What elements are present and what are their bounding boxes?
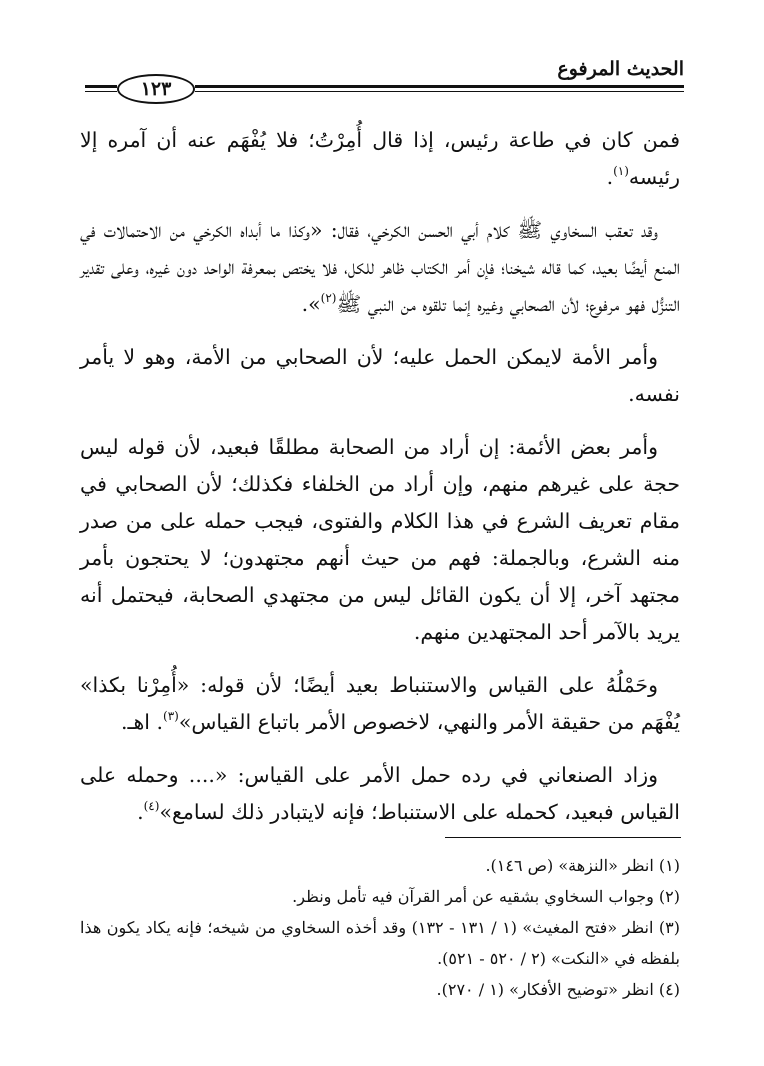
header-rule-left-top: [85, 85, 117, 88]
paragraph: فمن كان في طاعة رئيس، إذا قال أُمِرْتُ؛ فلا يُفْهَم عنه أن آمره إلا رئيسه$^{(١)}$.: [80, 128, 680, 189]
paragraph: وأمر الأمة لايمكن الحمل عليه؛ لأن الصحابي من الأمة، وهو لا يأمر نفسه.: [80, 345, 680, 406]
header-rule-left-bottom: [85, 91, 117, 92]
paragraph: وزاد الصنعاني في رده حمل الأمر على القياس: «.... وحمله على القياس فبعيد، كحمله على الاستنباط؛ فإنه لايتبادر ذلك لسامع»$^{(٤)}$.: [80, 763, 680, 824]
footnote-separator: [445, 837, 681, 838]
header-rule-bottom: [195, 91, 684, 92]
main-text: [80, 122, 680, 847]
footnote-ref: (٢): [320, 291, 337, 305]
footnote-ref: (٣): [163, 709, 179, 723]
paragraph: وأمر بعض الأئمة: إن أراد من الصحابة مطلقًا فبعيد، لأن قوله ليس حجة على غيرهم منهم، وإن أراد من الخلفاء فكذلك؛ لأن الصحابي في مقام تعريف الشرع في هذا الكلام والفتوى، فيجب حمله على من صدر منه الشرع، وبالجملة: فهم من حيث أنهم مجتهدون؛ لا يحتجون بأمر مجتهد آخر، إلا أن يكون القائل ليس من مجتهدي الصحابة، فيحتمل أنه يريد بالآمر أحد المجتهدين منهم.: [80, 435, 680, 644]
footnote: (٣) انظر «فتح المغيث» (١ / ١٣١ - ١٣٢) وقد أخذه السخاوي من شيخه؛ فإنه يكاد يكون هذا بلفظه في «النكت» (٢ / ٥٢٠ - ٥٢١).: [80, 918, 681, 968]
footnote-ref: (٤): [143, 799, 160, 813]
paragraph: وحَمْلُهُ على القياس والاستنباط بعيد أيضًا؛ لأن قوله: «أُمِرْنا بكذا» يُفْهَم من حقيقة الأمر والنهي، لاخصوص الأمر باتباع القياس»$^{(٣)}$. اهـ.: [80, 673, 680, 734]
running-title: الحديث المرفوع: [557, 58, 684, 80]
footnote: (٢) وجواب السخاوي بشقيه عن أمر القرآن فيه تأمل ونظر.: [292, 887, 680, 906]
header-rule-top: [195, 85, 684, 88]
page-header: [85, 56, 684, 106]
footnote: (١) انظر «النزهة» (ص ١٤٦).: [485, 856, 680, 875]
footnotes: [80, 850, 680, 1005]
paragraph: وقد تعقب السخاوي ﷺ كلام أبي الحسن الكرخي، فقال: «وكذا ما أبداه الكرخي من الاحتمالات في المنع أيضًا بعيد، كما قاله شيخنا؛ فإن أمر الكتاب ظاهر للكل، فلا يختص بمعرفة الواحد دون غيره، وعلى تقدير التنزُّل فهو مرفوع؛ لأن الصحابي وغيره إنما تلقوه من النبي ﷺ$^{(٢)}$».: [80, 218, 680, 316]
footnote-ref: (١): [613, 164, 629, 178]
footnote: (٤) انظر «توضيح الأفكار» (١ / ٢٧٠).: [436, 980, 680, 999]
page-number: ١٢٣: [140, 78, 172, 100]
page-number-badge: [117, 74, 195, 104]
